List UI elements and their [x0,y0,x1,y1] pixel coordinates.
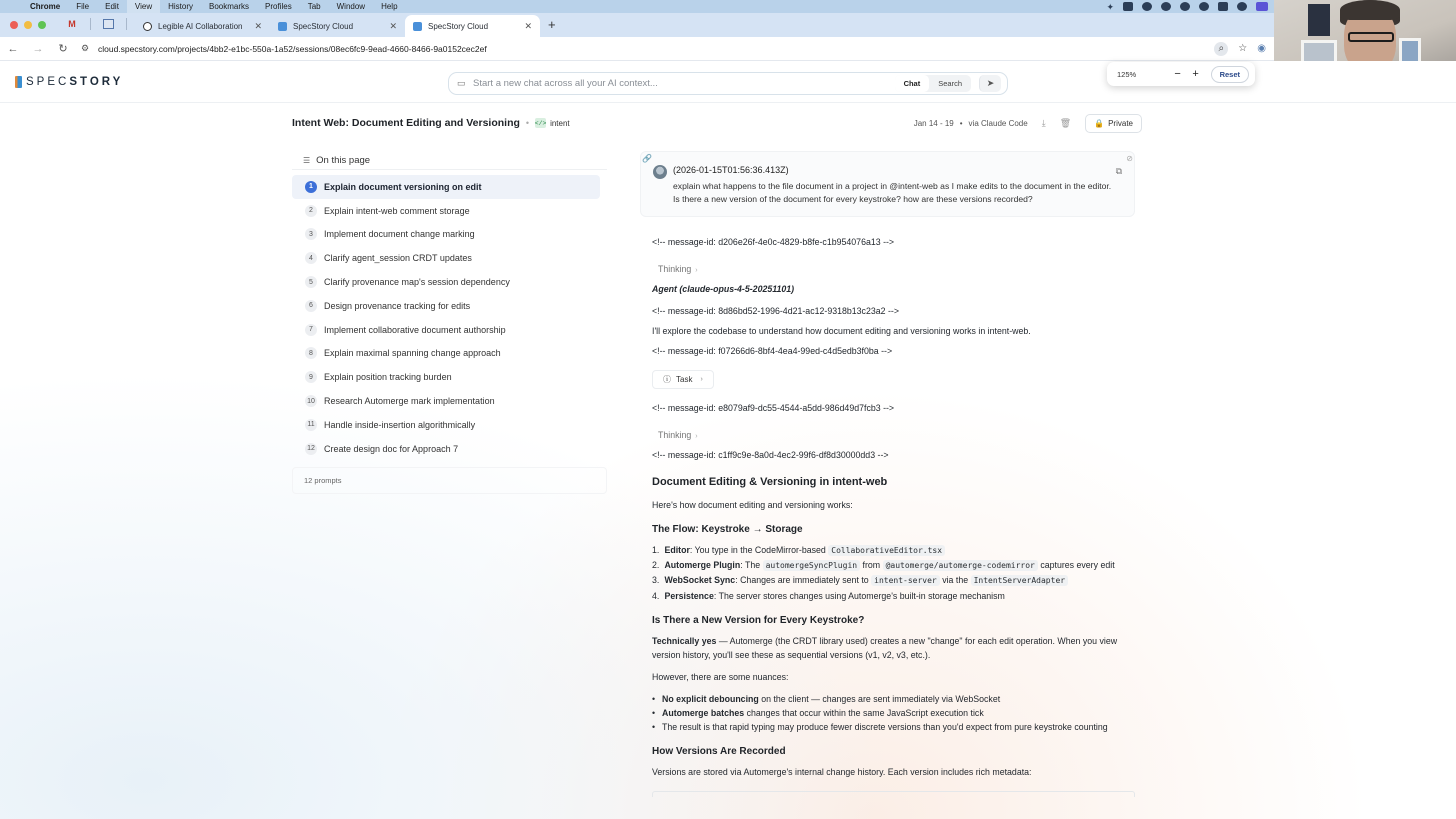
menu-window[interactable]: Window [336,2,366,11]
flow-item: 3. WebSocket Sync: Changes are immediately sent to intent-server via the IntentServerAdapter [652,573,1135,588]
project-badge[interactable]: </> intent [534,118,570,128]
message-id: <!-- message-id: c1ff9c9e-8a0d-4ec2-99f6-df8d30000dd3 --> [652,450,889,460]
zoom-in-button[interactable]: + [1192,68,1199,80]
new-chat-bar [448,72,1008,95]
toc-item[interactable]: 12 Create design doc for Approach 7 [292,437,600,461]
mode-toggle [895,75,971,92]
mode-chat-button[interactable]: Chat [895,75,930,92]
toc-item[interactable]: 3 Implement document change marking [292,223,600,247]
toc-list [292,170,607,461]
toc-item[interactable]: 7 Implement collaborative document authorship [292,318,600,342]
session-source: via Claude Code [968,118,1028,128]
target-icon[interactable] [1180,2,1190,11]
list-icon: ☰ [303,156,311,165]
menu-file[interactable]: File [76,2,90,11]
zoom-window-icon[interactable] [38,21,46,29]
chevron-right-icon: › [700,376,703,383]
toc-item[interactable]: 6 Design provenance tracking for edits [292,294,600,318]
chat-bubble-icon: ▭ [457,78,466,88]
download-icon[interactable]: ⤓ [1041,117,1046,128]
toc-item[interactable]: 1 Explain document versioning on edit [292,175,600,199]
prompt-count: 12 prompts [292,467,607,494]
technically-yes-paragraph: Technically yes — Automerge (the CRDT library used) creates a new "change" for each edit operation. When you view version history, you'll see these as sequential versions (v1, v2, v3, etc.). [652,635,1118,660]
menu-status-icons [1106,2,1274,11]
message-id: <!-- message-id: f07266d6-8bf4-4ea4-99ed-c4d5edb3f0ba --> [652,346,893,356]
prompt-text: explain what happens to the file document in a project in @intent-web as I make edits to the document in the editor. Is there a new version of the document for every keystroke? how are these versions recorded? [673,181,1112,204]
screen-share-icon[interactable] [1256,2,1268,11]
recorded-paragraph: Versions are stored via Automerge's internal change history. Each version includes rich metadata: [652,767,1032,778]
macos-menu-bar [0,0,1274,13]
agent-text: I'll explore the codebase to understand how document editing and versioning works in intent-web. [652,326,1031,336]
flow-heading: The Flow: Keystroke → Storage [652,524,803,535]
minimize-window-icon[interactable] [24,21,32,29]
thinking-toggle[interactable]: Thinking › [658,264,698,274]
close-tab-icon[interactable]: ✕ [524,20,532,31]
agent-label: Agent (claude-opus-4-5-20251101) [652,284,795,294]
task-icon: ⓘ [663,375,671,384]
code-icon: </> [534,119,547,127]
zoom-out-button[interactable]: − [1174,68,1181,80]
zoom-level: 125% [1117,69,1137,79]
browser-toolbar [0,37,1274,61]
menu-tab[interactable]: Tab [307,2,321,11]
address-bar[interactable]: cloud.specstory.com/projects/4bb2-e1bc-550a-1a52/sessions/08ec6fc9-9ead-4660-8466-9a0152cec2ef [98,43,487,54]
session-meta: Jan 14 - 19 • via Claude Code ⤓ 🗑 🔒 Private [914,114,1142,133]
display-icon[interactable] [1123,2,1133,11]
specstory-page [0,61,1456,819]
tab-legible-ai[interactable]: Legible AI Collaboration ✕ [135,15,270,37]
trash-icon[interactable]: 🗑 [1059,117,1072,128]
menu-bookmarks[interactable]: Bookmarks [209,2,250,11]
chevron-right-icon: › [695,433,698,440]
tab-specstory-1[interactable]: SpecStory Cloud ✕ [270,15,405,37]
however-paragraph: However, there are some nuances: [652,671,789,682]
close-tab-icon[interactable]: ✕ [389,20,397,31]
flow-item: 1. Editor: You type in the CodeMirror-based CollaborativeEditor.tsx [652,543,1135,558]
sparkle-icon[interactable]: ✦ [1106,2,1114,12]
pinned-tabs [56,18,135,37]
menu-profiles[interactable]: Profiles [265,2,292,11]
toc-item[interactable]: 8 Explain maximal spanning change approach [292,342,600,366]
answer-intro: Here's how document editing and versioning works: [652,500,853,510]
battery-icon[interactable] [1218,2,1228,11]
session-title: Intent Web: Document Editing and Versioning [292,117,520,129]
user-icon[interactable] [1237,2,1247,11]
prompt-timestamp: (2026-01-15T01:56:36.413Z) [673,165,789,175]
send-icon[interactable]: ➤ [979,75,1001,92]
on-this-page-sidebar [292,152,607,494]
sync-icon[interactable] [1142,2,1152,11]
flow-list [640,543,1135,603]
thinking-toggle[interactable]: Thinking › [658,430,698,440]
specstory-favicon-icon [413,22,422,31]
nuance-item: • The result is that rapid typing may produce fewer discrete versions than you'd expect from pure keystroke counting [652,720,1135,734]
visibility-button[interactable]: 🔒 Private [1085,114,1142,133]
specstory-logo[interactable]: SPECSTORY [15,76,123,88]
nuances-list [640,692,1135,735]
copy-icon[interactable]: ⧉ [1115,166,1122,176]
toc-item[interactable]: 11 Handle inside-insertion algorithmically [292,413,600,437]
answer-heading: Document Editing & Versioning in intent-web [652,476,888,488]
message-id: <!-- message-id: 8d86bd52-1996-4d21-ac12-9318b13c23a2 --> [652,306,899,316]
zoom-reset-button[interactable]: Reset [1211,66,1249,83]
zoom-popup [1107,62,1255,86]
tab-specstory-2[interactable]: SpecStory Cloud ✕ [405,15,540,37]
flow-item: 4. Persistence: The server stores changes using Automerge's built-in storage mechanism [652,590,1005,601]
message-id: <!-- message-id: e8079af9-dc55-4544-a5dd-986d49d7fcb3 --> [652,403,895,413]
session-dates: Jan 14 - 19 [913,118,954,128]
legible-favicon-icon [143,22,152,31]
keystroke-heading: Is There a New Version for Every Keystroke? [652,614,865,626]
menu-help[interactable]: Help [381,2,398,11]
user-avatar [653,165,667,179]
bookmark-star-icon[interactable]: ☆ [1238,43,1248,54]
new-chat-input[interactable] [473,78,895,89]
site-settings-icon[interactable]: ⚙ [81,43,90,53]
book-logo-icon [15,76,22,88]
menu-edit[interactable]: Edit [105,2,119,11]
bug-icon[interactable] [1161,2,1171,11]
chevron-right-icon: › [695,267,698,274]
menu-app-chrome[interactable]: Chrome [30,2,61,11]
conversation [640,151,1135,797]
menu-history[interactable]: History [168,2,194,11]
toc-item[interactable]: 10 Research Automerge mark implementation [292,389,600,413]
nuance-item: • No explicit debouncing on the client — changes are sent immediately via WebSocket [652,692,1135,706]
browser-tab-strip [0,13,1274,37]
gmail-icon[interactable]: M [68,19,76,29]
link-icon[interactable]: 🔗 [642,154,652,163]
menu-view[interactable]: View [127,0,160,13]
close-tab-icon[interactable]: ✕ [254,20,262,31]
task-toggle[interactable]: ⓘ Task › [652,370,714,389]
metadata-table [652,791,1135,797]
mode-search-button[interactable]: Search [938,79,962,88]
forward-icon[interactable]: → [32,42,44,55]
message-id: <!-- message-id: d206e26f-4e0c-4829-b8fe-c1b954076a13 --> [652,237,895,247]
calendar-icon[interactable] [103,19,114,29]
specstory-favicon-icon [278,22,287,31]
eye-off-icon[interactable]: ⊘ [1126,154,1133,163]
toc-item[interactable]: 9 Explain position tracking burden [292,365,600,389]
hat-icon[interactable] [1199,2,1209,11]
toc-item[interactable]: 5 Clarify provenance map's session dependency [292,270,600,294]
zoom-magnifier-icon[interactable]: ⌕ [1214,42,1228,56]
session-header: Intent Web: Document Editing and Versioning • </> intent Jan 14 - 19 • via Claude Code ⤓ 🗑 🔒 Private [292,113,1142,133]
window-controls [0,21,56,37]
new-tab-button[interactable]: + [548,17,556,32]
lock-icon: 🔒 [1094,118,1105,128]
extension-icon[interactable]: ◉ [1257,43,1266,54]
recorded-heading: How Versions Are Recorded [652,746,786,758]
toc-heading: ☰ On this page [292,152,607,170]
flow-item: 2. Automerge Plugin: The automergeSyncPlugin from @automerge/automerge-codemirror captures every edit [652,560,1115,571]
nuance-item: • Automerge batches changes that occur within the same JavaScript execution tick [652,706,1135,720]
reload-icon[interactable]: ↻ [58,43,68,55]
user-prompt-card [640,151,1135,217]
toc-item[interactable]: 2 Explain intent-web comment storage [292,199,600,223]
close-window-icon[interactable] [10,21,18,29]
toc-item[interactable]: 4 Clarify agent_session CRDT updates [292,246,600,270]
back-icon[interactable]: ← [7,42,19,55]
